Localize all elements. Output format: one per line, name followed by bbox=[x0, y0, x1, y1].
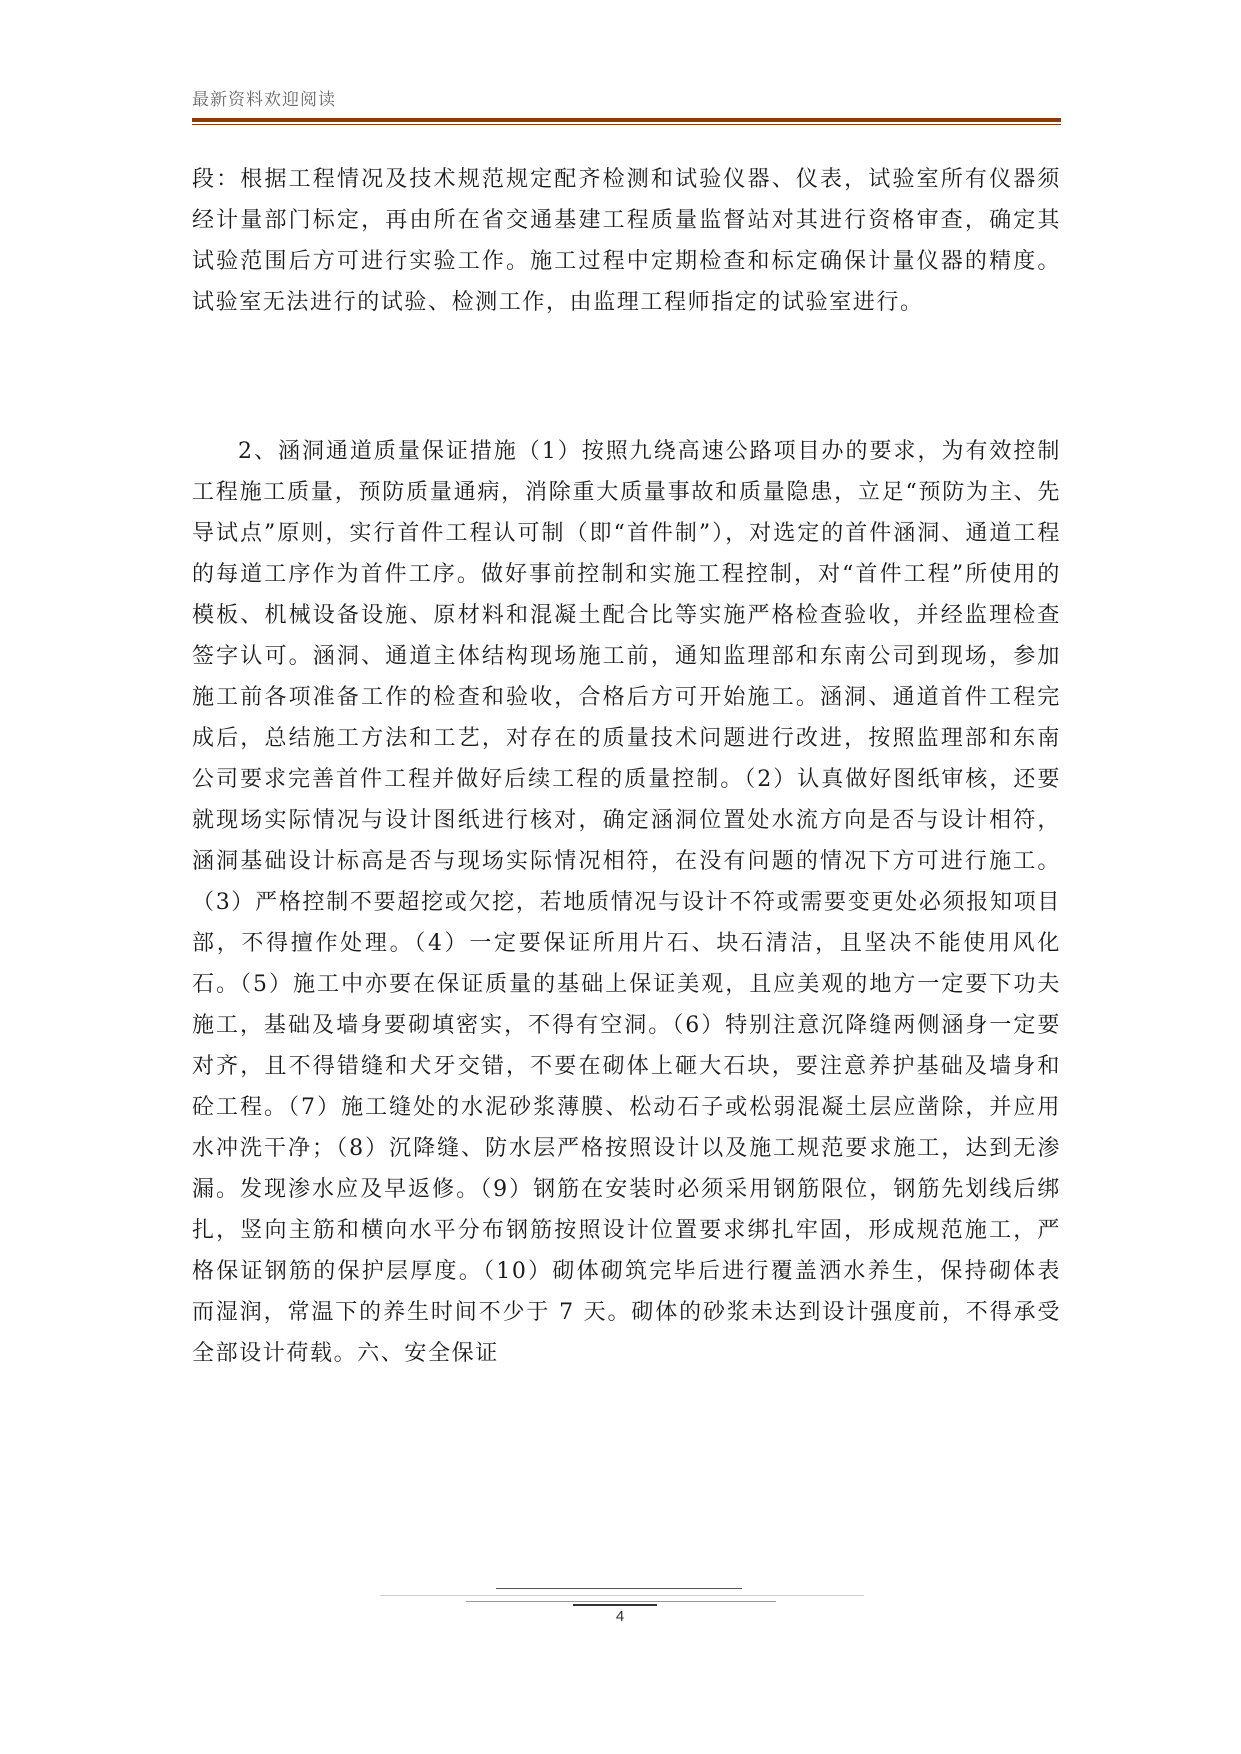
header-rule-thin bbox=[192, 124, 1061, 125]
paragraph-spacer bbox=[192, 323, 1061, 431]
page-header bbox=[192, 88, 1061, 125]
paragraph-continued: 段：根据工程情况及技术规范规定配齐检测和试验仪器、仪表，试验室所有仪器须经计量部门标定，再由所在省交通基建工程质量监督站对其进行资格审查，确定其试验范围后方可进行实验工作。施工过程中定期检查和标定确保计量仪器的精度。试验室无法进行的试验、检测工作，由监理工程师指定的试验室进行。 bbox=[192, 167, 1061, 315]
page-footer bbox=[0, 1586, 1241, 1646]
page-number: 4 bbox=[615, 1608, 625, 1625]
footer-rule bbox=[466, 1601, 776, 1602]
header-title: 最新资料欢迎阅读 bbox=[192, 90, 336, 110]
footer-rule bbox=[380, 1595, 864, 1596]
paragraph-culvert-quality: 2、涵洞通道质量保证措施（1）按照九绕高速公路项目办的要求，为有效控制工程施工质量，预防质量通病，消除重大质量事故和质量隐患，立足“预防为主、先导试点”原则，实行首件工程认可制（即“首件制”），对选定的首件涵洞、通道工程的每道工序作为首件工序。做好事前控制和实施工程控制，对“首件工程”所使用的模板、机械设备设施、原材料和混凝土配合比等实施严格检查验收，并经监理检查签字认可。涵洞、通道主体结构现场施工前，通知监理部和东南公司到现场，参加施工前各项准备工作的检查和验收，合格后方可开始施工。涵洞、通道首件工程完成后，总结施工方法和工艺，对存在的质量技术问题进行改进，按照监理部和东南公司要求完善首件工程并做好后续工程的质量控制。（2）认真做好图纸审核，还要就现场实际情况与设计图纸进行核对，确定涵洞位置处水流方向是否与设计相符，涵洞基础设计标高是否与现场实际情况相符，在没有问题的情况下方可进行施工。（3）严格控制不要超挖或欠挖，若地质情况与设计不符或需要变更处必须报知项目部，不得擅作处理。（4）一定要保证所用片石、块石清洁，且坚决不能使用风化石。（5）施工中亦要在保证质量的基础上保证美观，且应美观的地方一定要下功夫施工，基础及墙身要砌填密实，不得有空洞。（6）特别注意沉降缝两侧涵身一定要对齐，且不得错缝和犬牙交错，不要在砌体上砸大石块，要注意养护基础及墙身和砼工程。（7）施工缝处的水泥砂浆薄膜、松动石子或松弱混凝土层应凿除，并应用水冲洗干净；（8）沉降缝、防水层严格按照设计以及施工规范要求施工，达到无渗漏。发现渗水应及早返修。（9）钢筋在安装时必须采用钢筋限位，钢筋先划线后绑扎，竖向主筋和横向水平分布钢筋按照设计位置要求绑扎牢固，形成规范施工，严格保证钢筋的保护层厚度。（10）砌体砌筑完毕后进行覆盖洒水养生，保持砌体表而湿润，常温下的养生时间不少于 7 天。砌体的砂浆未达到设计强度前，不得承受全部设计荷载。六、安全保证 bbox=[192, 439, 1061, 1366]
footer-rule bbox=[496, 1588, 742, 1589]
document-body bbox=[192, 159, 1061, 1374]
footer-rule bbox=[573, 1604, 657, 1606]
